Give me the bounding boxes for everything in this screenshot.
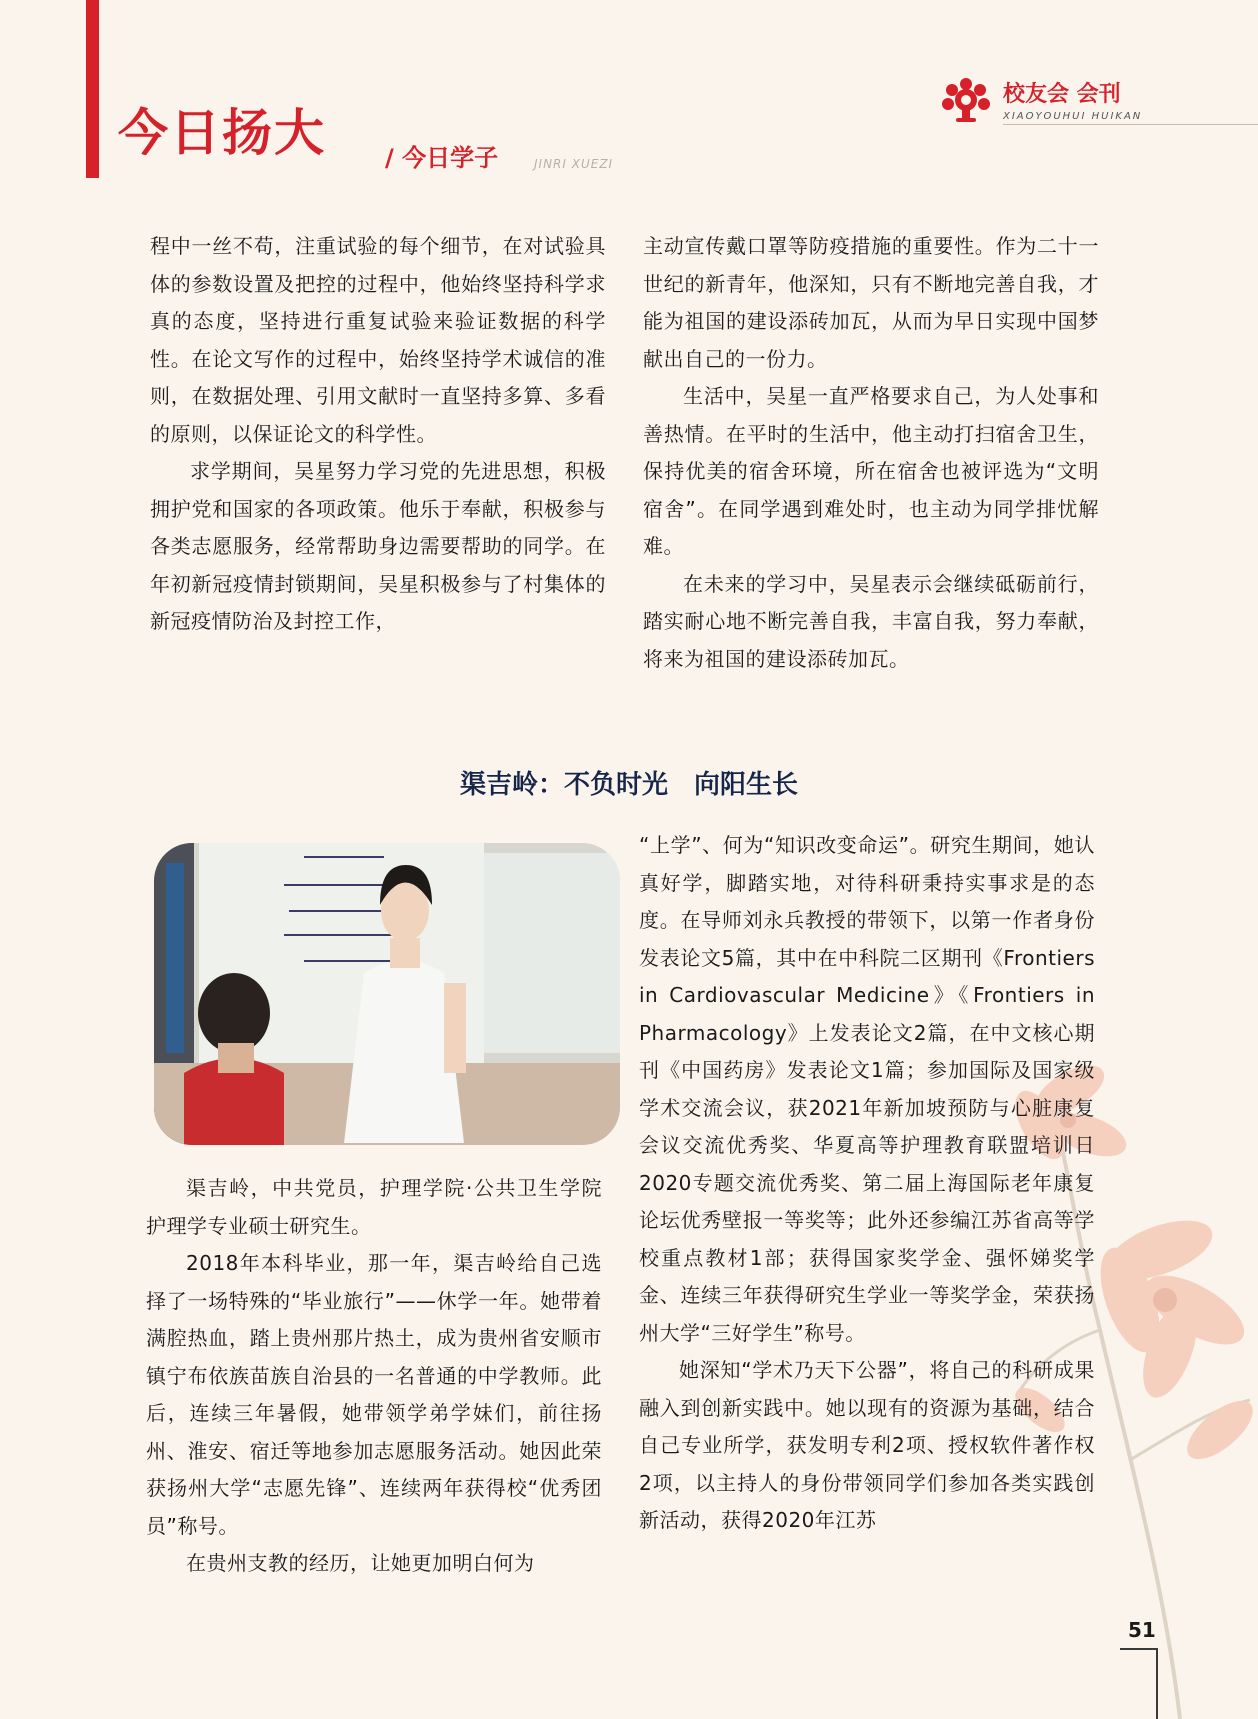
- paragraph: 生活中，吴星一直严格要求自己，为人处事和善热情。在平时的生活中，他主动打扫宿舍卫生，保持优美的宿舍环境，所在宿舍也被评选为“文明宿舍”。在同学遇到难处时，也主动为同学排忧解难。: [643, 384, 1099, 558]
- paragraph: “上学”、何为“知识改变命运”。研究生期间，她认真好学，脚踏实地，对待科研秉持实事求是的态度。在导师刘永兵教授的带领下，以第一作者身份发表论文5篇，其中在中科院二区期刊《Frontiers in Cardiovascular Medicine》《Frontiers in Pharmacology》上发表论文2篇，在中文核心期刊《中国药房》发表论文1篇；参加国际及国家级学术交流会议，获2021年新加坡预防与心脏康复会议交流优秀奖、华夏高等护理教育联盟培训日2020专题交流优秀奖、第二届上海国际老年康复论坛优秀壁报一等奖等；此外还参编江苏省高等学校重点教材1部；获得国家奖学金、强怀娣奖学金、连续三年获得研究生学业一等奖学金，荣获扬州大学“三好学生”称号。: [639, 833, 1095, 1345]
- university-emblem-icon: [940, 76, 992, 128]
- paragraph: 在贵州支教的经历，让她更加明白何为: [186, 1551, 535, 1575]
- article2-column-right: [639, 827, 1095, 1540]
- paragraph: 2018年本科毕业，那一年，渠吉岭给自己选择了一场特殊的“毕业旅行”——休学一年。她带着满腔热血，踏上贵州那片热土，成为贵州省安顺市镇宁布依族苗族自治县的一名普通的中学教师。此后，连续三年暑假，她带领学弟学妹们，前往扬州、淮安、宿迁等地参加志愿服务活动。她因此荣获扬州大学“志愿先锋”、连续两年获得校“优秀团员”称号。: [146, 1251, 602, 1538]
- article1-column-1: [150, 228, 606, 641]
- article1-column-2: [643, 228, 1099, 678]
- paragraph: 在未来的学习中，吴星表示会继续砥砺前行，踏实耐心地不断完善自我，丰富自我，努力奉献，将来为祖国的建设添砖加瓦。: [643, 571, 1099, 671]
- article2-column-left: [146, 1170, 602, 1583]
- page-number-rule: [1120, 1648, 1158, 1650]
- paragraph: 渠吉岭，中共党员，护理学院·公共卫生学院护理学专业硕士研究生。: [146, 1176, 602, 1238]
- paragraph: 她深知“学术乃天下公器”，将自己的科研成果融入到创新实践中。她以现有的资源为基础，结合自己专业所学，获发明专利2项、授权软件著作权2项，以主持人的身份带领同学们参加各类实践创新活动，获得2020年江苏: [639, 1358, 1095, 1532]
- article2-title: [0, 772, 1258, 798]
- paragraph: 程中一丝不苟，注重试验的每个细节，在对试验具体的参数设置及把控的过程中，他始终坚持科学求真的态度，坚持进行重复试验来验证数据的科学性。在论文写作的过程中，始终坚持学术诚信的准则，在数据处理、引用文献时一直坚持多算、多看的原则，以保证论文的科学性。: [150, 234, 606, 446]
- teaching-classroom-photo-icon: [154, 843, 620, 1145]
- paragraph: 求学期间，吴星努力学习党的先进思想，积极拥护党和国家的各项政策。他乐于奉献，积极参与各类志愿服务，经常帮助身边需要帮助的同学。在年初新冠疫情封锁期间，吴星积极参与了村集体的新冠疫情防治及封控工作，: [150, 459, 606, 633]
- section-header-title: 今日扬大: [118, 104, 326, 162]
- section-subheader-pinyin: JINRI XUEZI: [534, 157, 614, 171]
- magazine-brand-name: 校友会 会刊: [1003, 82, 1121, 107]
- header-red-bar: [86, 0, 99, 178]
- section-subheader: / 今日学子: [385, 144, 499, 172]
- page-number: 51: [1128, 1618, 1156, 1642]
- paragraph: 主动宣传戴口罩等防疫措施的重要性。作为二十一世纪的新青年，他深知，只有不断地完善自我，才能为祖国的建设添砖加瓦，从而为早日实现中国梦献出自己的一份力。: [643, 234, 1099, 371]
- magazine-brand-pinyin: XIAOYOUHUI HUIKAN: [1003, 111, 1143, 122]
- article2-title-part-2: 向阳生长: [694, 770, 799, 800]
- brand-divider: [1003, 124, 1258, 125]
- article2-title-part-1: 渠吉岭：不负时光: [459, 770, 668, 800]
- page-number-rule-vertical: [1156, 1648, 1158, 1719]
